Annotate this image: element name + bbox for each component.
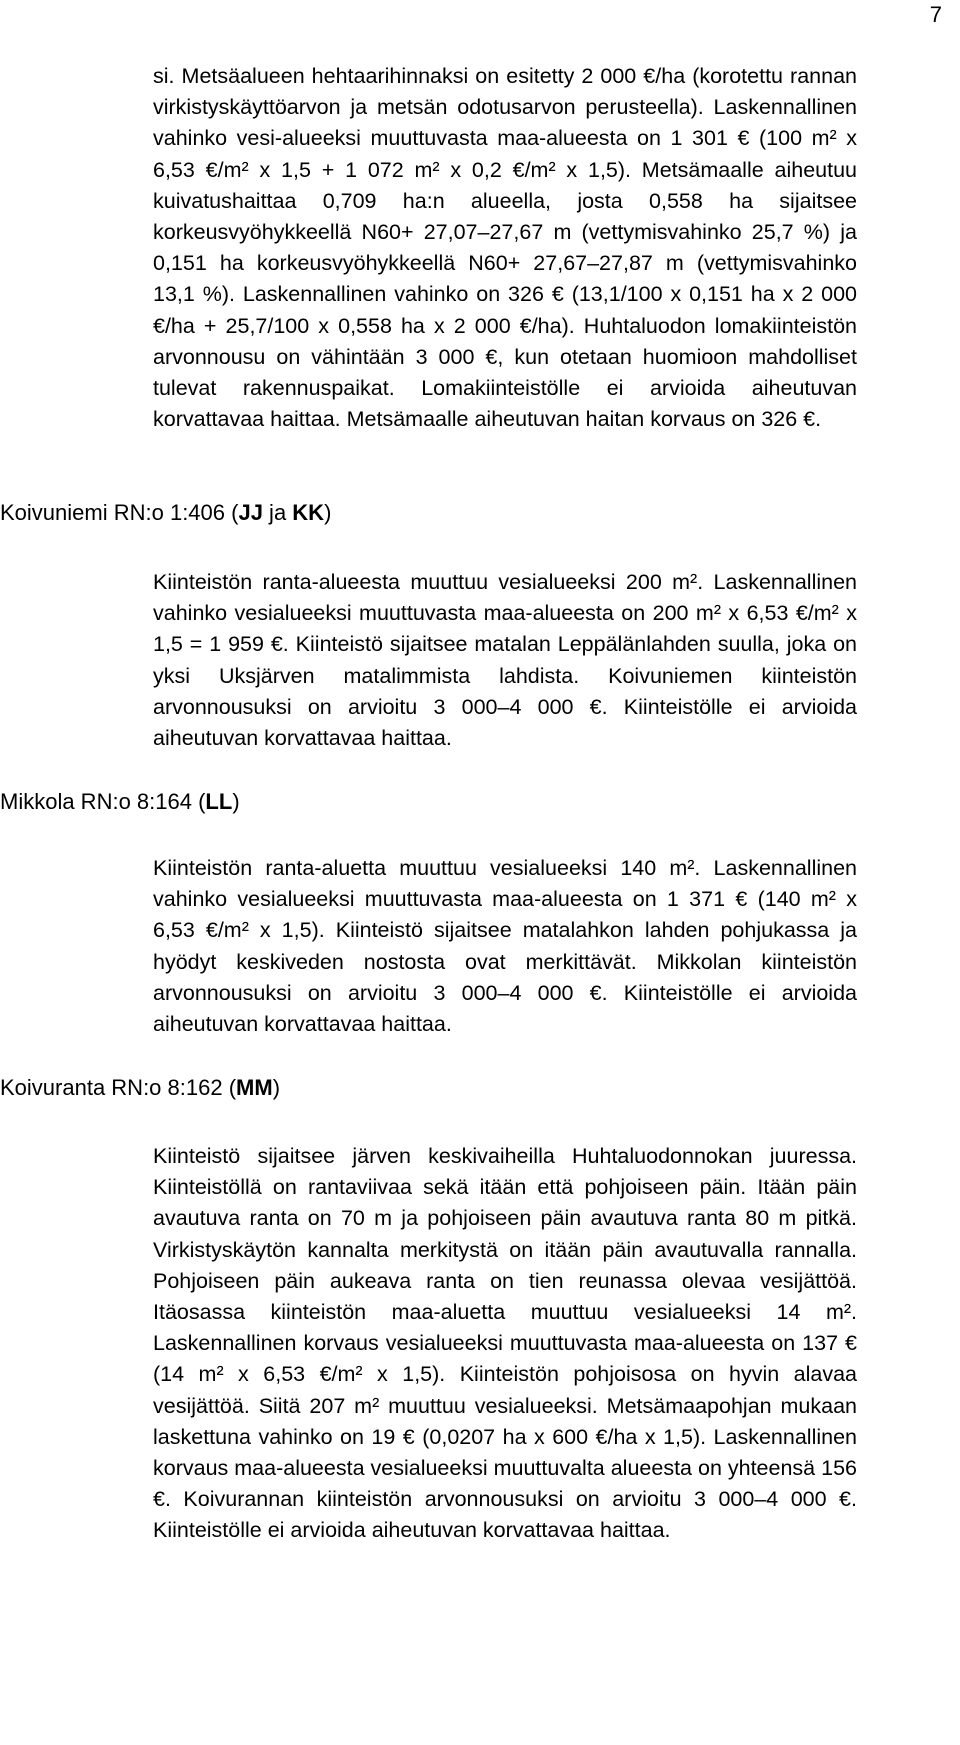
heading-koivuniemi <box>0 498 331 528</box>
heading-koivuranta-prefix: Koivuranta RN:o 8:162 ( <box>0 1075 237 1100</box>
heading-koivuranta-suffix: ) <box>272 1075 281 1100</box>
heading-koivuniemi-owner-b: KK <box>292 500 325 525</box>
heading-koivuranta-owner: MM <box>236 1075 273 1100</box>
paragraph-koivuniemi: Kiinteistön ranta-alueesta muuttuu vesialueeksi 200 m². Laskennallinen vahinko vesialueeksi muuttuvasta maa-alueesta on 200 m² x 6,53 €/m² x 1,5 = 1 959 €. Kiinteistö sijaitsee matalan Leppälänlahden suulla, joka on yksi Uksjärven matalimmista lahdista. Koivuniemen kiinteistön arvonnousuksi on arvioitu 3 000–4 000 €. Kiinteistölle ei arvioida aiheutuvan korvattavaa haittaa. <box>153 570 857 751</box>
heading-mikkola-suffix: ) <box>232 789 240 814</box>
heading-mikkola-prefix: Mikkola RN:o 8:164 ( <box>0 789 206 814</box>
paragraph-mikkola: Kiinteistön ranta-aluetta muuttuu vesialueeksi 140 m². Laskennallinen vahinko vesialueeksi muuttuvasta maa-alueesta on 1 371 € (140 m² x 6,53 €/m² x 1,5). Kiinteistö sijaitsee matalahkon lahden pohjukassa ja hyödyt keskiveden nostosta ovat merkittävät. Mikkolan kiinteistön arvonnousuksi on arvioitu 3 000–4 000 €. Kiinteistölle ei arvioida aiheutuvan korvattavaa haittaa. <box>153 856 857 1037</box>
page-number: 7 <box>929 2 942 27</box>
heading-koivuniemi-prefix: Koivuniemi RN:o 1:406 ( <box>0 500 239 525</box>
heading-koivuranta <box>0 1073 280 1103</box>
heading-mikkola-owner: LL <box>205 789 233 814</box>
paragraph-koivuranta: Kiinteistö sijaitsee järven keskivaiheilla Huhtaluodonnokan juuressa. Kiinteistöllä on rantaviivaa sekä itään että pohjoiseen päin. Itään päin avautuva ranta on 70 m ja pohjoiseen päin avautuva ranta 80 m pitkä. Virkistyskäytön kannalta merkitystä on itään päin avautuvalla rannalla. Pohjoiseen päin aukeava ranta on tien reunassa olevaa vesijättöä. Itäosassa kiinteistön maa-aluetta muuttuu vesialueeksi 14 m². Laskennallinen korvaus vesialueeksi muuttuvasta maa-alueesta on 137 € (14 m² x 6,53 €/m² x 1,5). Kiinteistön pohjoisosa on hyvin alavaa vesijättöä. Siitä 207 m² muuttuu vesialueeksi. Metsämaapohjan mukaan laskettuna vahinko on 19 € (0,0207 ha x 600 €/ha x 1,5). Laskennallinen korvaus maa-alueesta vesialueeksi muuttuvalta alueesta on yhteensä 156 €. Koivurannan kiinteistön arvonnousuksi on arvioitu 3 000–4 000 €. Kiinteistölle ei arvioida aiheutuvan korvattavaa haittaa. <box>153 1144 857 1543</box>
paragraph-huhtaluoto-continued: si. Metsäalueen hehtaarihinnaksi on esitetty 2 000 €/ha (korotettu rannan virkistyskäyttöarvon ja metsän odotusarvon perusteella). Laskennallinen vahinko vesi-alueeksi muuttuvasta maa-alueesta on 1 301 € (100 m² x 6,53 €/m² x 1,5 + 1 072 m² x 0,2 €/m² x 1,5). Metsämaalle aiheutuu kuivatushaittaa 0,709 ha:n alueella, josta 0,558 ha sijaitsee korkeusvyöhykkeellä N60+ 27,07–27,67 m (vettymisvahinko 25,7 %) ja 0,151 ha korkeusvyöhykkeellä N60+ 27,67–27,87 m (vettymisvahinko 13,1 %). Laskennallinen vahinko on 326 € (13,1/100 x 0,151 ha x 2 000 €/ha + 25,7/100 x 0,558 ha x 2 000 €/ha). Huhtaluodon lomakiinteistön arvonnousu on vähintään 3 000 €, kun otetaan huomioon mahdolliset tulevat rakennuspaikat. Lomakiinteistölle ei arvioida aiheutuvan korvattavaa haittaa. Metsämaalle aiheutuvan haitan korvaus on 326 €. <box>153 64 857 432</box>
heading-koivuniemi-suffix: ) <box>324 500 332 525</box>
heading-koivuniemi-joiner: ja <box>262 500 293 525</box>
heading-mikkola <box>0 787 240 817</box>
heading-koivuniemi-owner-a: JJ <box>238 500 263 525</box>
